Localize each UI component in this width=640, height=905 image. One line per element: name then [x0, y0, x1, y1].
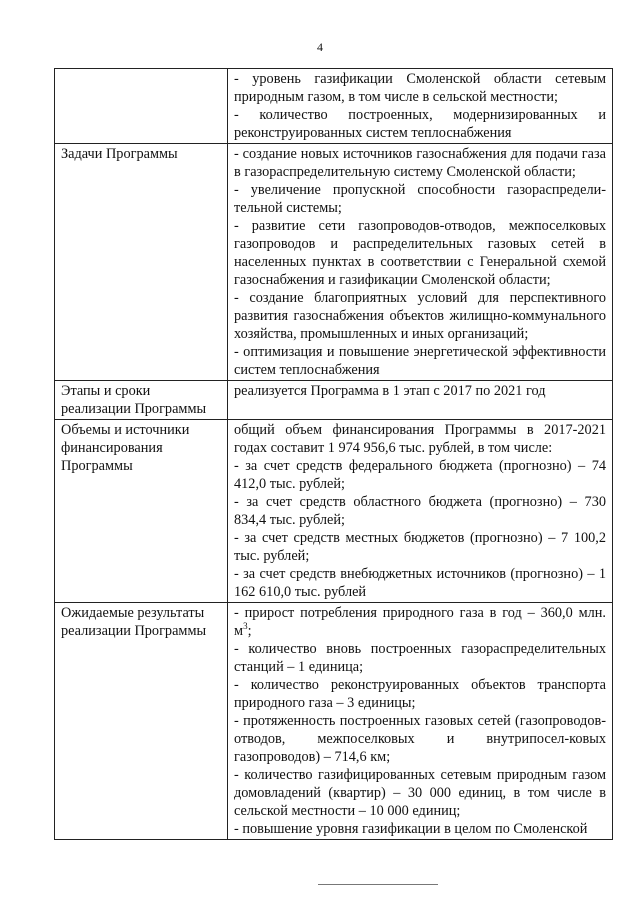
list-item: - развитие сети газопроводов-отводов, межпоселковых газопроводов и распределительных газовых сетей в населенных пунктах в соответствии с Генеральной схемой газоснабжения и газификации Смоленской области;: [234, 218, 606, 288]
list-item: - за счет средств внебюджетных источников (прогнозно) – 1 162 610,0 тыс. рублей: [234, 566, 606, 600]
row-value-stages: [228, 381, 613, 420]
list-item: - количество построенных, модернизированных и реконструированных систем теплоснабжения: [234, 107, 606, 141]
list-item: реализуется Программа в 1 этап с 2017 по 2021 год: [234, 383, 546, 399]
row-label-funding: Объемы и источники финансирования Программы: [55, 420, 228, 603]
list-item: - протяженность построенных газовых сетей (газопроводов-отводов, межпоселковых и внутрипосел-ковых газопроводов) – 714,6 км;: [234, 713, 606, 765]
list-item: общий объем финансирования Программы в 2017-2021 годах составит 1 974 956,6 тыс. рублей, в том числе:: [234, 422, 606, 456]
list-item: - создание новых источников газоснабжения для подачи газа в газораспределительную систему Смоленской области;: [234, 146, 606, 180]
row-label-empty: [55, 69, 228, 144]
table-row: [55, 420, 613, 603]
row-value-funding: [228, 420, 613, 603]
row-label-stages: Этапы и сроки реализации Программы: [55, 381, 228, 420]
list-item: - оптимизация и повышение энергетической эффективности систем теплоснабжения: [234, 344, 606, 378]
row-label-expected-results: Ожидаемые результаты реализации Программы: [55, 603, 228, 840]
list-item: - за счет средств федерального бюджета (прогнозно) – 74 412,0 тыс. рублей;: [234, 458, 606, 492]
list-item: - за счет средств областного бюджета (прогнозно) – 730 834,4 тыс. рублей;: [234, 494, 606, 528]
line-end-punctuation: ;: [247, 623, 252, 639]
table-row: [55, 69, 613, 144]
list-item: - за счет средств местных бюджетов (прогнозно) – 7 100,2 тыс. рублей;: [234, 530, 606, 564]
table-row: [55, 144, 613, 381]
cubic-superscript: 3: [243, 621, 248, 632]
gas-consumption-text: - прирост потребления природного газа в год – 360,0 млн. м: [234, 605, 606, 639]
list-item: - количество реконструированных объектов транспорта природного газа – 3 единицы;: [234, 677, 606, 711]
list-item: - уровень газификации Смоленской области сетевым природным газом, в том числе в сельской местности;: [234, 71, 606, 105]
page-number: 4: [317, 40, 323, 54]
list-item: - количество газифицированных сетевым природным газом домовладений (квартир) – 30 000 единиц, в том числе в сельской местности – 10 000 единиц;: [234, 767, 606, 819]
table-row: [55, 603, 613, 840]
program-passport-table: [54, 68, 613, 840]
list-item: - повышение уровня газификации в целом по Смоленской: [234, 821, 588, 837]
footer-rule: [318, 884, 438, 885]
list-item: - создание благоприятных условий для перспективного развития газоснабжения объектов жилищно-коммунального хозяйства, промышленных и иных организаций;: [234, 290, 606, 342]
row-value-expected-results: [228, 603, 613, 840]
list-item: - количество вновь построенных газораспределительных станций – 1 единица;: [234, 641, 606, 675]
row-value-tasks: [228, 144, 613, 381]
list-item: - увеличение пропускной способности газораспредели-тельной системы;: [234, 182, 606, 216]
list-item: [234, 604, 606, 640]
table-row: [55, 381, 613, 420]
row-value-goals-indicators: [228, 69, 613, 144]
row-label-tasks: Задачи Программы: [55, 144, 228, 381]
